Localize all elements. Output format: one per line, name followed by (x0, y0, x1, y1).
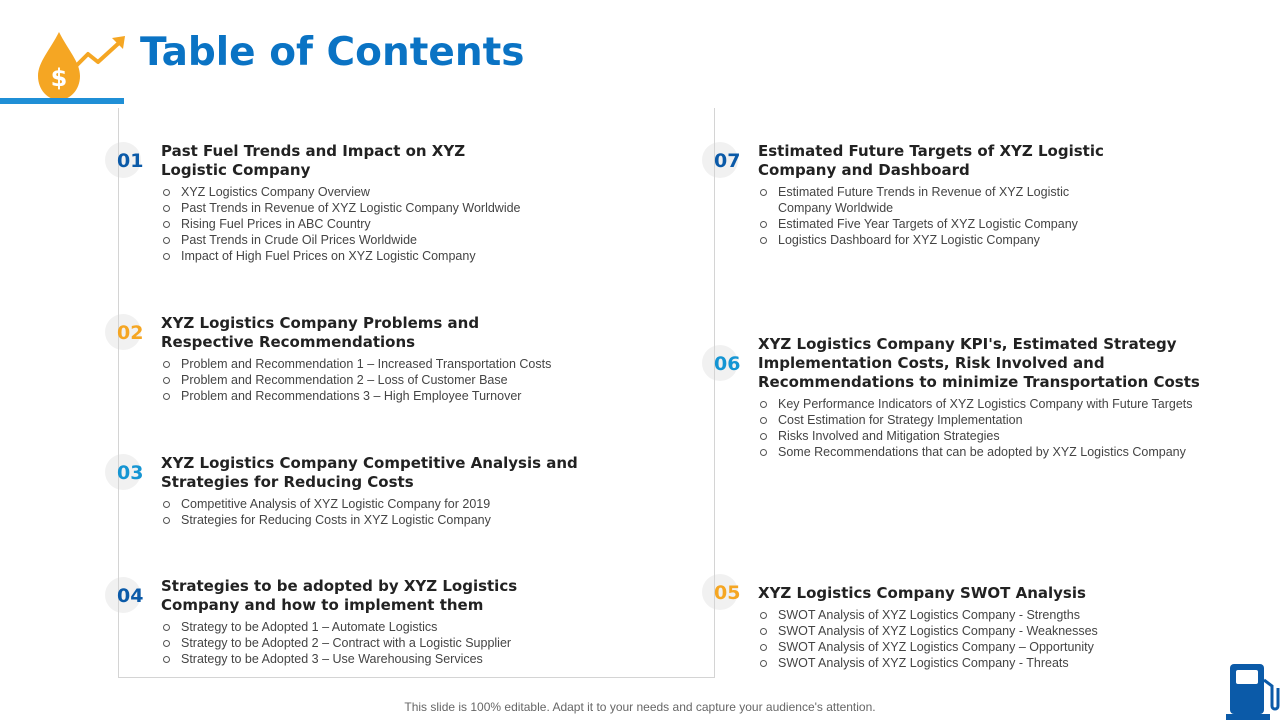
list-item: Key Performance Indicators of XYZ Logistics Company with Future Targets (758, 396, 1258, 412)
section-title: Estimated Future Targets of XYZ Logistic Company and Dashboard (758, 142, 1104, 179)
section-items (758, 184, 1198, 248)
section-number: 06 (702, 347, 746, 381)
list-item: Past Trends in Revenue of XYZ Logistic Company Worldwide (161, 200, 631, 216)
list-item: Rising Fuel Prices in ABC Country (161, 216, 631, 232)
list-item: Problem and Recommendations 3 – High Employee Turnover (161, 388, 661, 404)
section-number: 03 (105, 456, 149, 490)
fuel-pump-icon (1226, 660, 1280, 720)
section-title: XYZ Logistics Company Competitive Analysis and Strategies for Reducing Costs (161, 454, 578, 491)
list-item: Competitive Analysis of XYZ Logistic Company for 2019 (161, 496, 661, 512)
toc-section-04 (117, 577, 661, 667)
list-item: Estimated Five Year Targets of XYZ Logistic Company (758, 216, 1198, 232)
list-item: Problem and Recommendation 2 – Loss of Customer Base (161, 372, 661, 388)
list-item: SWOT Analysis of XYZ Logistics Company - Threats (758, 655, 1198, 671)
list-item: Strategy to be Adopted 3 – Use Warehousing Services (161, 651, 661, 667)
toc-section-07 (714, 142, 1198, 248)
section-number: 02 (105, 316, 149, 350)
fuel-drop-dollar-growth-icon (30, 28, 130, 104)
toc-section-03 (117, 454, 661, 528)
list-item: SWOT Analysis of XYZ Logistics Company - Weaknesses (758, 623, 1198, 639)
list-item: Problem and Recommendation 1 – Increased Transportation Costs (161, 356, 661, 372)
section-number: 05 (702, 576, 746, 610)
footer-note: This slide is 100% editable. Adapt it to your needs and capture your audience's attention. (404, 700, 876, 714)
list-item-continuation: Company Worldwide (778, 201, 894, 215)
toc-section-06 (714, 335, 1258, 460)
toc-section-05 (714, 582, 1198, 671)
svg-text:$: $ (50, 64, 68, 92)
section-items (161, 619, 661, 667)
list-item: Strategy to be Adopted 2 – Contract with a Logistic Supplier (161, 635, 661, 651)
section-title: XYZ Logistics Company Problems and Respective Recommendations (161, 314, 480, 351)
section-items (161, 356, 661, 404)
list-item: Some Recommendations that can be adopted by XYZ Logistics Company (758, 444, 1258, 460)
section-title: Strategies to be adopted by XYZ Logistics Company and how to implement them (161, 577, 518, 614)
list-item: SWOT Analysis of XYZ Logistics Company - Strengths (758, 607, 1198, 623)
section-items (758, 607, 1198, 671)
list-item: Past Trends in Crude Oil Prices Worldwide (161, 232, 631, 248)
toc-section-02 (117, 314, 661, 404)
section-title: XYZ Logistics Company KPI's, Estimated Strategy Implementation Costs, Risk Involved and Recommendations to minimize Transportation Costs (758, 335, 1200, 391)
list-item: Strategy to be Adopted 1 – Automate Logistics (161, 619, 661, 635)
list-item: Logistics Dashboard for XYZ Logistic Company (758, 232, 1198, 248)
list-item: Strategies for Reducing Costs in XYZ Logistic Company (161, 512, 661, 528)
toc-section-01 (117, 142, 631, 264)
list-item: Cost Estimation for Strategy Implementation (758, 412, 1258, 428)
section-title: XYZ Logistics Company SWOT Analysis (758, 584, 1086, 602)
list-item: SWOT Analysis of XYZ Logistics Company – Opportunity (758, 639, 1198, 655)
section-number: 04 (105, 579, 149, 613)
section-number: 01 (105, 144, 149, 178)
section-items (758, 396, 1258, 460)
list-item: Risks Involved and Mitigation Strategies (758, 428, 1258, 444)
section-items (161, 496, 661, 528)
section-items (161, 184, 631, 264)
section-title: Past Fuel Trends and Impact on XYZ Logistic Company (161, 142, 466, 179)
list-item: XYZ Logistics Company Overview (161, 184, 631, 200)
section-number: 07 (702, 144, 746, 178)
title-accent-bar (0, 98, 124, 104)
list-item: Estimated Future Trends in Revenue of XYZ Logistic (758, 184, 1198, 200)
page-title: Table of Contents (140, 30, 525, 75)
list-item: Impact of High Fuel Prices on XYZ Logistic Company (161, 248, 631, 264)
